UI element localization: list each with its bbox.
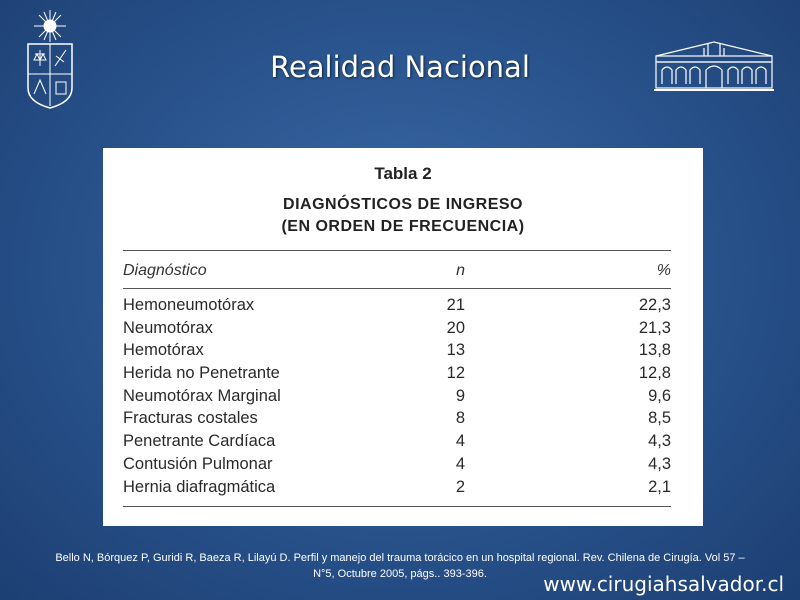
header-rule [123, 288, 671, 289]
table-row [123, 478, 671, 501]
table-row [123, 296, 671, 319]
table-row [123, 341, 671, 364]
cell-n: 12 [446, 364, 465, 383]
column-header-diagnosis: Diagnóstico [123, 262, 207, 279]
cell-pct: 21,3 [638, 318, 671, 337]
table-label: Tabla 2 [374, 164, 432, 183]
cell-n: 4 [455, 432, 465, 451]
diagnosis-table [103, 148, 703, 526]
hospital-building-icon [652, 40, 776, 92]
cell-n: 21 [446, 296, 465, 314]
table-heading [103, 194, 703, 238]
cell-n: 2 [455, 477, 465, 496]
top-rule [123, 250, 671, 251]
cell-pct: 8,5 [648, 409, 671, 428]
cell-diagnosis: Hernia diafragmática [123, 477, 276, 496]
cell-pct: 4,3 [648, 454, 671, 473]
cell-n: 8 [455, 409, 465, 428]
table-heading-line1: DIAGNÓSTICOS DE INGRESO [283, 196, 523, 213]
cell-pct: 12,8 [638, 364, 671, 383]
website-url: www.cirugiahsalvador.cl [543, 572, 784, 596]
table-body [123, 296, 671, 500]
table-row [123, 409, 671, 432]
cell-diagnosis: Hemotórax [123, 341, 204, 360]
cell-diagnosis: Penetrante Cardíaca [123, 432, 276, 451]
cell-diagnosis: Herida no Penetrante [123, 364, 280, 383]
cell-n: 13 [446, 341, 465, 360]
bottom-rule [123, 506, 671, 507]
cell-pct: 13,8 [638, 341, 671, 360]
citation-line2: N°5, Octubre 2005, págs.. 393-396. [313, 568, 487, 580]
cell-n: 4 [455, 454, 465, 473]
table-heading-line2: (EN ORDEN DE FRECUENCIA) [281, 218, 525, 235]
cell-diagnosis: Fracturas costales [123, 409, 258, 428]
table-row [123, 364, 671, 387]
table-row [123, 455, 671, 478]
cell-diagnosis: Neumotórax Marginal [123, 386, 281, 405]
column-header-n: n [456, 262, 465, 279]
cell-pct: 4,3 [648, 432, 671, 451]
cell-pct: 22,3 [638, 296, 671, 314]
table-row [123, 319, 671, 342]
cell-pct: 9,6 [648, 386, 671, 405]
cell-diagnosis: Contusión Pulmonar [123, 454, 273, 473]
column-header-pct: % [656, 262, 671, 279]
citation-line1: Bello N, Bórquez P, Guridi R, Baeza R, Lilayú D. Perfil y manejo del trauma torácico en un hospital regional. Rev. Chilena de Cirugía. Vol 57 – [55, 552, 745, 564]
table-row [123, 432, 671, 455]
slide-title: Realidad Nacional [270, 50, 530, 84]
cell-pct: 2,1 [648, 477, 671, 496]
cell-diagnosis: Neumotórax [123, 318, 213, 337]
cell-n: 20 [446, 318, 465, 337]
table-row [123, 387, 671, 410]
cell-diagnosis: Hemoneumotórax [123, 296, 255, 314]
cell-n: 9 [455, 386, 465, 405]
